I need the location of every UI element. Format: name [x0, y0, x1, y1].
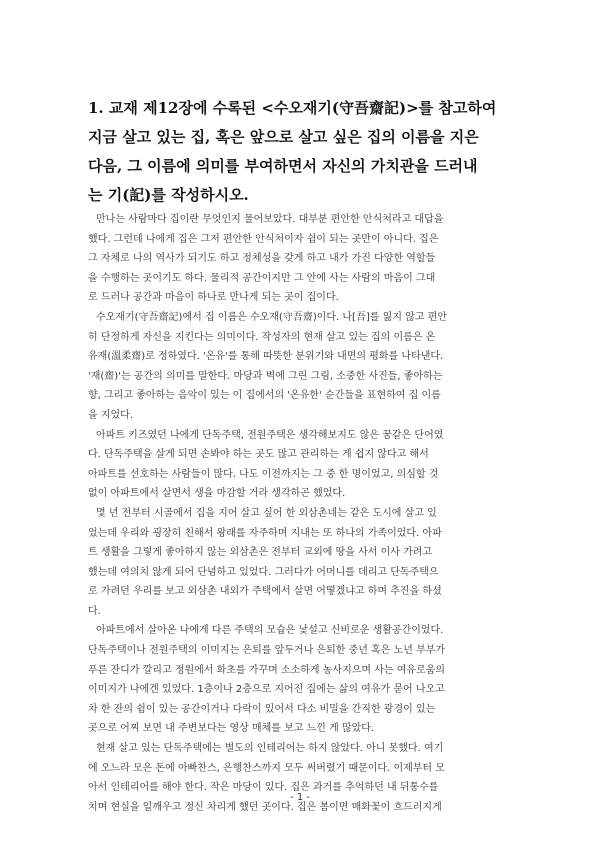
body-text-line: 을 수행하는 곳이기도 하다. 물리적 공간이지만 그 안에 사는 사람의 마음이 그대	[88, 272, 436, 284]
body-text-line: 이미지가 나에겐 있었다. 1층이나 2층으로 지어진 집에는 삶의 여유가 묻어 나오고	[88, 684, 445, 696]
body-text-line: 다.	[88, 605, 101, 617]
body-text-line: 몇 년 전부터 시골에서 집을 지어 살고 싶어 한 외삼촌네는 같은 도시에 살고 있	[96, 507, 437, 519]
essay-body	[88, 210, 528, 817]
body-text-line: 트 생활을 그렇게 좋아하지 않는 외삼촌은 전부터 교외에 땅을 사서 이사 가려고	[88, 547, 433, 559]
body-text-line: 다. 단독주택을 살게 되면 손봐야 하는 곳도 많고 관리하는 게 쉽지 않다고 해서	[88, 449, 429, 461]
body-text-line: 아파트에서 살아온 나에게 다른 주택의 모습은 낯설고 신비로운 생활공간이었다.	[96, 625, 444, 637]
body-text-line: '재(齋)'는 공간의 의미를 말한다. 마당과 벽에 그린 그림, 소중한 사진들, 좋아하는	[88, 370, 443, 382]
body-text-line: 히 단정하게 자신을 지킨다는 의미이다. 작성자의 현재 살고 있는 집의 이름은 온	[88, 331, 436, 343]
body-text-line: 했다. 그런데 나에게 집은 그저 편안한 안식처이자 쉼이 되는 곳만이 아니다. 집은	[88, 233, 439, 245]
body-text-line: 로 가려던 우리를 보고 외삼촌 내외가 주택에서 살면 어떻겠냐고 하며 추진을 하셨	[88, 586, 442, 598]
body-text-line: 푸른 잔디가 깔리고 정원에서 화초를 가꾸며 소소하게 농사지으며 사는 여유로움의	[88, 664, 446, 676]
question-line: 지금 살고 있는 집, 혹은 앞으로 살고 싶은 집의 이름을 지은	[88, 128, 479, 146]
body-text-line: 차 한 잔의 쉼이 있는 공간이거나 다락이 있어서 다소 비밀을 간직한 광경이 있는	[88, 703, 436, 715]
body-text-line: 만나는 사람마다 집이란 무엇인지 물어보았다. 대부분 편안한 안식처라고 대답을	[96, 214, 444, 225]
body-text-line: 단독주택이나 전원주택의 이미지는 은퇴를 앞두거나 은퇴한 중년 혹은 노년 부부가	[88, 645, 446, 657]
question-line: 는 기(記)를 작성하시오.	[88, 186, 249, 204]
body-text-line: 었는데 우리와 굉장히 친해서 왕래를 자주하며 지내는 또 하나의 가족이었다. 아파	[88, 527, 442, 539]
question-line: 다음, 그 이름에 의미를 부여하면서 자신의 가치관을 드러내	[88, 157, 478, 175]
assignment-question	[88, 94, 528, 210]
body-text-line: 치며 현실을 일깨우고 정신 차리게 했던 곳이다. 집은 봄이면 매화꽃이 흐드러지게	[88, 801, 442, 813]
body-text-line: 했는데 여의치 않게 되어 단념하고 있었다. 그러다가 어머니를 데리고 단독주택으	[88, 566, 439, 578]
body-text-line: 현재 살고 있는 단독주택에는 별도의 인테리어는 하지 않았다. 아니 못했다. 여기	[96, 743, 444, 755]
body-text-line: 없이 아파트에서 살면서 생을 마감할 거라 생각하곤 했었다.	[88, 488, 346, 500]
body-text-line: 그 자체로 나의 역사가 되기도 하고 정체성을 갖게 하고 내가 가진 다양한 역할들	[88, 253, 436, 265]
body-text-line: 향, 그리고 좋아하는 음악이 있는 이 집에서의 '온유한' 순간들을 표현하여 집 이름	[88, 390, 441, 402]
body-text-line: 수오재기(守吾齋記)에서 집 이름은 수오재(守吾齋)이다. 나[吾]를 잃지 않고 편안	[96, 311, 448, 323]
body-text-line: 곳으로 어찌 보면 내 주변보다는 영상 매체를 보고 느낀 게 많았다.	[88, 723, 375, 735]
body-text-line: 아서 인테리어를 해야 한다. 작은 마당이 있다. 집은 과거를 추억하던 내 뒤통수를	[88, 782, 439, 794]
body-text-line: 에 오느라 모은 돈에 아빠찬스, 은행찬스까지 모두 써버렸기 때문이다. 이제부터 모	[88, 762, 445, 774]
body-text-line: 아파트 키즈였던 나에게 단독주택, 전원주택은 생각해보지도 않은 꿈같은 단어였	[96, 429, 444, 441]
body-text-line: 로 드러나 공간과 마음이 하나로 만나게 되는 곳이 집이다.	[88, 292, 339, 304]
body-text-line: 유재(溫柔齋)로 정하였다. '온유'를 통해 따뜻한 분위기와 내면의 평화를 나타낸다.	[88, 351, 444, 363]
body-text-line: 아파트를 선호하는 사람들이 많다. 나도 이전까지는 그 중 한 명이었고, 의심할 것	[88, 468, 439, 480]
question-line: 1. 교재 제12장에 수록된 <수오재기(守吾齋記)>를 참고하여	[88, 99, 497, 117]
page-number: - 1 -	[290, 792, 310, 803]
body-text-line: 을 지었다.	[88, 409, 133, 421]
